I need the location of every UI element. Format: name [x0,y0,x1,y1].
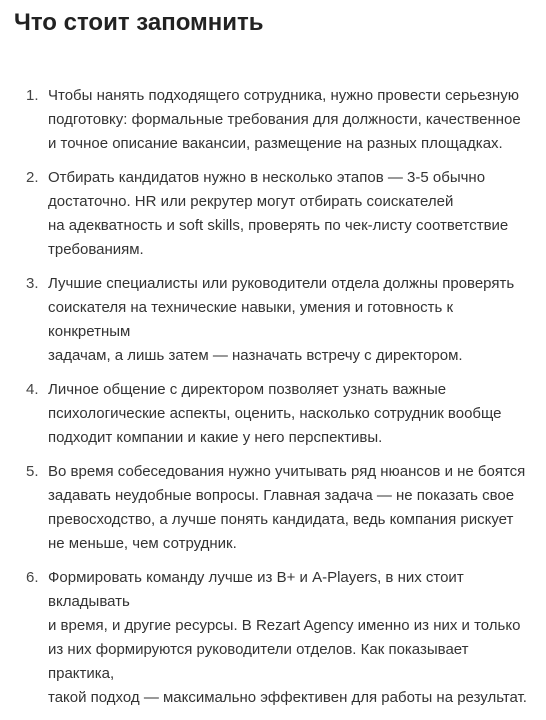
text-line: соискателя на технические навыки, умения и готовность к конкретным [48,299,454,340]
list-item-text [48,166,532,262]
list-item-text [48,272,532,368]
text-line: и точное описание вакансии, размещение на разных площадках. [48,135,503,152]
list-item [0,272,546,368]
text-line: Во время собеседования нужно учитывать ряд нюансов и не боятся [48,463,526,480]
page-title: Что стоит запомнить [14,9,264,36]
list-item [0,166,546,262]
text-line: подготовку: формальные требования для должности, качественное [48,111,521,128]
list-item-text [48,84,532,156]
list-item-text [48,460,532,556]
text-line: на адекватность и soft skills, проверять по чек-листу соответствие [48,217,509,234]
text-line: Личное общение с директором позволяет узнать важные [48,381,447,398]
list-item-text [48,566,532,710]
text-line: превосходство, а лучше понять кандидата, ведь компания рискует [48,511,514,528]
text-line: достаточно. HR или рекрутер могут отбирать соискателей [48,193,454,210]
text-line: Отбирать кандидатов нужно в несколько этапов — 3-5 обычно [48,169,486,186]
list-item-number: 5. [26,463,39,480]
text-line: психологические аспекты, оценить, насколько сотрудник вообще [48,405,502,422]
list-item-text [48,378,532,450]
text-line: не меньше, чем сотрудник. [48,535,237,552]
list-item-number: 1. [26,87,39,104]
list-item-number: 2. [26,169,39,186]
text-line: из них формируются руководители отделов. Как показывает практика, [48,641,469,682]
text-line: задавать неудобные вопросы. Главная задача — не показать свое [48,487,515,504]
list-item [0,460,546,556]
text-line: такой подход — максимально эффективен для работы на результат. [48,689,527,706]
text-line: Чтобы нанять подходящего сотрудника, нужно провести серьезную [48,87,520,104]
list-item [0,378,546,450]
text-line: Формировать команду лучше из B+ и A-Players, в них стоит вкладывать [48,569,464,610]
list-item-number: 3. [26,275,39,292]
text-line: задачам, а лишь затем — назначать встречу с директором. [48,347,463,364]
text-line: подходит компании и какие у него перспективы. [48,429,383,446]
list-item-number: 6. [26,569,39,586]
list-item [0,84,546,156]
list-item-number: 4. [26,381,39,398]
takeaways-list [0,84,546,720]
text-line: и время, и другие ресурсы. В Rezart Agency именно из них и только [48,617,521,634]
text-line: требованиям. [48,241,144,258]
text-line: Лучшие специалисты или руководители отдела должны проверять [48,275,515,292]
list-item [0,566,546,710]
